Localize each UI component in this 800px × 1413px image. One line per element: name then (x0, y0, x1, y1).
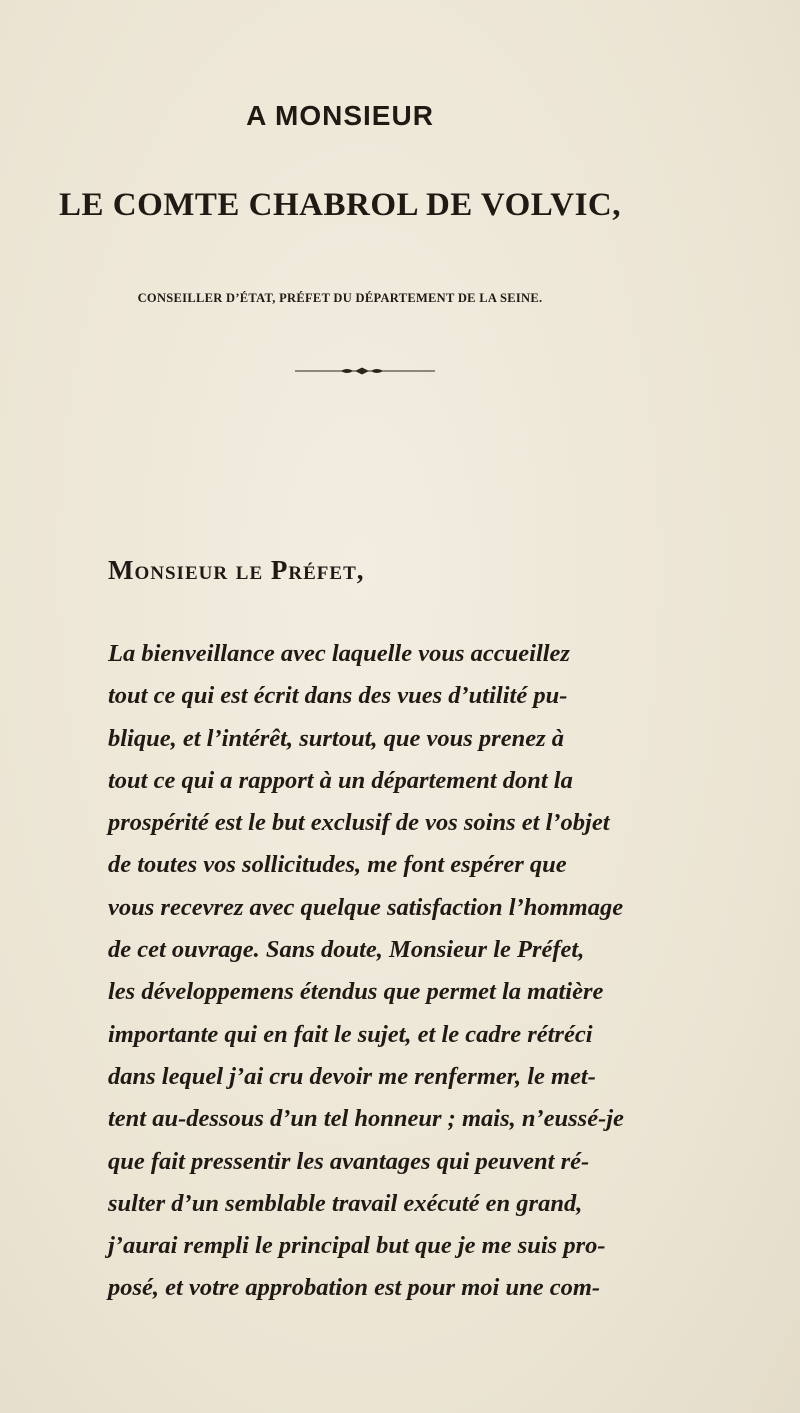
body-line: tout ce qui est écrit dans des vues d’utilité pu- (108, 682, 568, 710)
body-line: dans lequel j’ai cru devoir me renfermer, le met- (108, 1062, 596, 1090)
ornamental-rule (295, 366, 435, 376)
dedication-heading: A MONSIEUR (246, 100, 434, 131)
letter-body (108, 633, 748, 1310)
body-line: les développemens étendus que permet la matière (108, 978, 604, 1006)
body-line: tent au-dessous d’un tel honneur ; mais, n’eussé-je (108, 1105, 624, 1133)
body-line: de cet ouvrage. Sans doute, Monsieur le Préfet, (108, 936, 585, 964)
body-line: j’aurai rempli le principal but que je me suis pro- (108, 1232, 606, 1260)
body-line: blique, et l’intérêt, surtout, que vous prenez à (108, 724, 565, 752)
dedicatee-titles: CONSEILLER D’ÉTAT, PRÉFET DU DÉPARTEMENT DE LA SEINE. (137, 291, 543, 305)
dedicatee-name: LE COMTE CHABROL DE VOLVIC, (58, 187, 622, 223)
body-line: tout ce qui a rapport à un département dont la (108, 766, 573, 794)
body-line: de toutes vos sollicitudes, me font espérer que (108, 851, 567, 879)
body-line: prospérité est le but exclusif de vos soins et l’objet (108, 809, 610, 837)
body-line: La bienveillance avec laquelle vous accueillez (108, 640, 570, 667)
salutation: Monsieur le Préfet, (108, 555, 365, 585)
body-line: que fait pressentir les avantages qui peuvent ré- (108, 1147, 590, 1175)
body-line: vous recevrez avec quelque satisfaction l’hommage (108, 893, 624, 921)
body-line: sulter d’un semblable travail exécuté en grand, (108, 1189, 583, 1217)
body-line: posé, et votre approbation est pour moi une com- (108, 1274, 601, 1302)
body-line: importante qui en fait le sujet, et le cadre rétréci (108, 1020, 593, 1048)
